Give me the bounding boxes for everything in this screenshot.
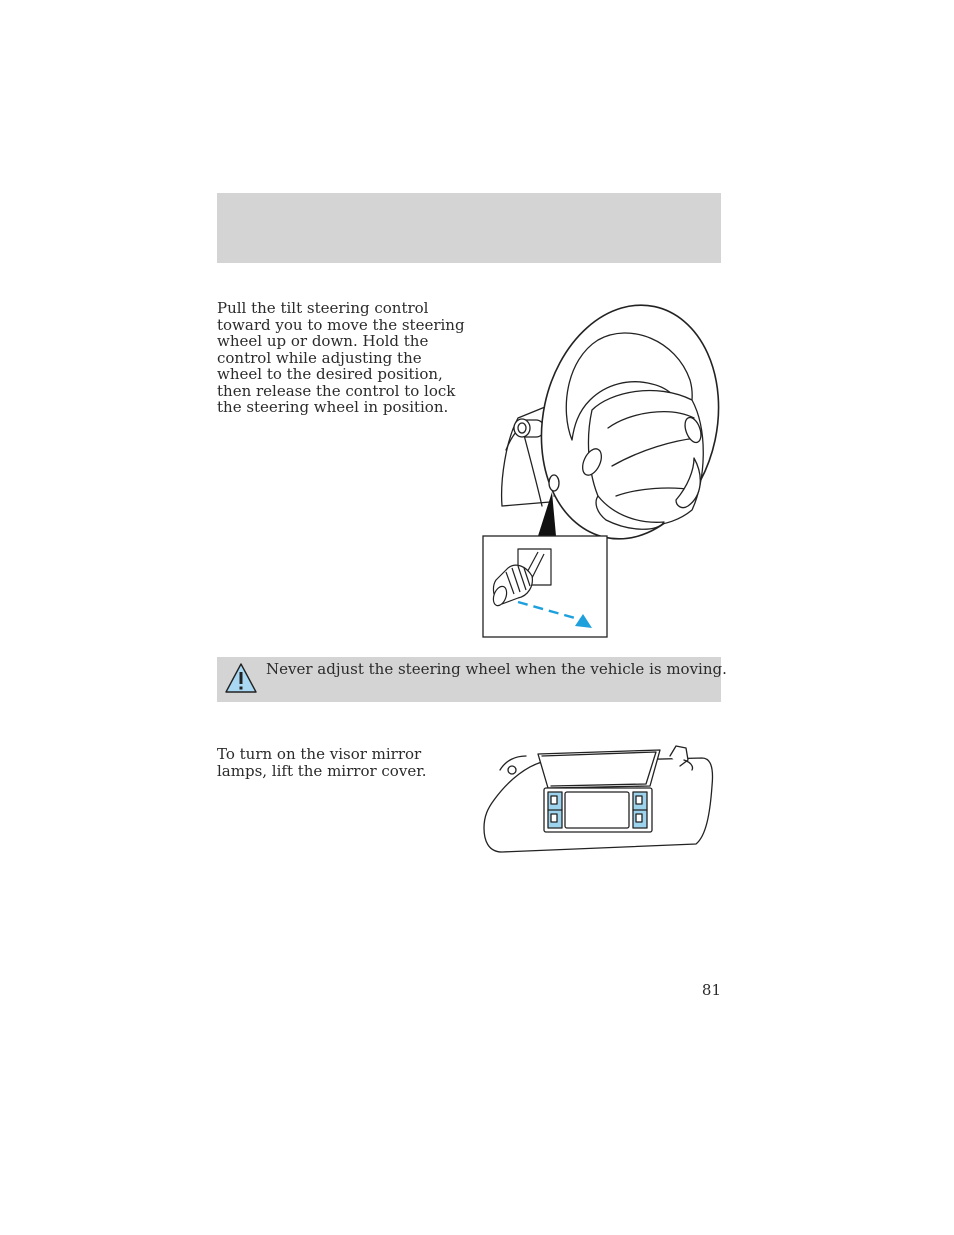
visor-paragraph: To turn on the visor mirror lamps, lift the mirror cover. — [217, 745, 427, 780]
warning-triangle-icon — [224, 662, 258, 694]
warning-text: Never adjust the steering wheel when the vehicle is moving. — [266, 660, 727, 678]
warning-box — [217, 657, 727, 702]
visor-mirror-illustration — [480, 744, 716, 856]
steering-wheel-illustration — [480, 300, 725, 642]
header-band — [217, 193, 721, 263]
steering-paragraph: Pull the tilt steering control toward you to move the steering wheel up or down. Hold the control while adjusting the wheel to the desired position, then release the control to lock the steering wheel in position. — [217, 299, 465, 416]
page-number: 81 — [701, 981, 721, 999]
